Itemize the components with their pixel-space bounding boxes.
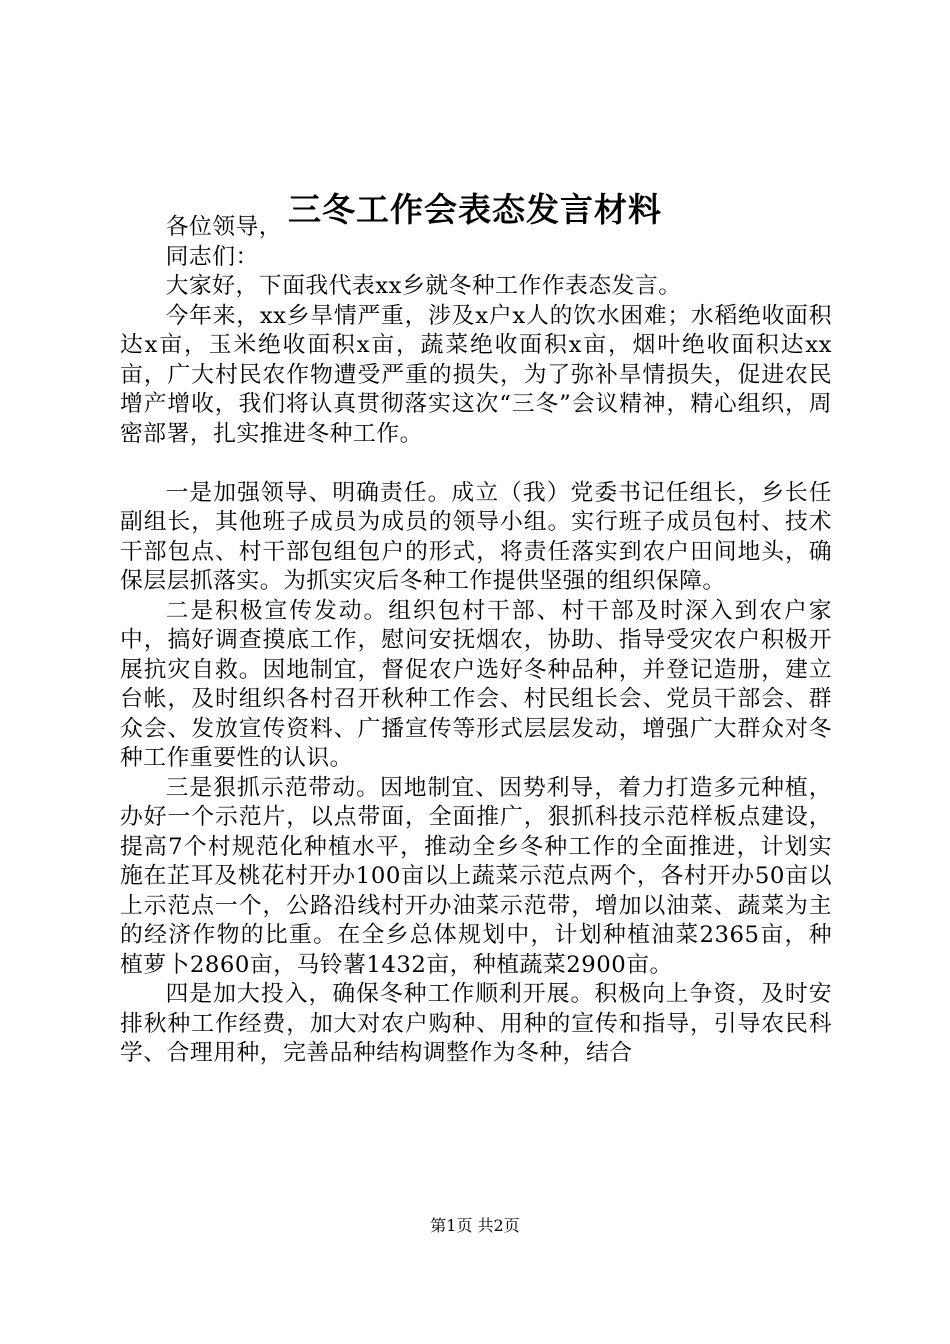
- paragraph-demonstration: 三是狠抓示范带动。因地制宜、因势利导，着力打造多元种植，办好一个示范片，以点带面，全面推广，狠抓科技示范样板点建设，提高7个村规范化种植水平，推动全乡冬种工作的全面推进，计划实施在芷耳及桃花村开办100亩以上蔬菜示范点两个，各村开办50亩以上示范点一个，公路沿线村开办油菜示范带，增加以油菜、蔬菜为主的经济作物的比重。在全乡总体规划中，计划种植油菜2365亩，种植萝卜2860亩，马铃薯1432亩，种植蔬菜2900亩。: [120, 774, 832, 978]
- document-title: 三冬工作会表态发言材料: [288, 190, 662, 229]
- salutation-comrades: 同志们：: [165, 243, 259, 270]
- paragraph-publicity: 二是积极宣传发动。组织包村干部、村干部及时深入到农户家中，搞好调查摸底工作，慰问安抚烟农，协助、指导受灾农户积极开展抗灾自救。因地制宜，督促农户选好冬种品种，并登记造册，建立台帐，及时组织各村召开秋种工作会、村民组长会、党员干部会、群众会、发放宣传资料、广播宣传等形式层层发动，增强广大群众对冬种工作重要性的认识。: [120, 597, 832, 771]
- paragraph-drought-situation: 今年来，xx乡旱情严重，涉及x户x人的饮水困难；水稻绝收面积达x亩，玉米绝收面积x亩，蔬菜绝收面积x亩，烟叶绝收面积达xx亩，广大村民农作物遭受严重的损失，为了弥补旱情损失，促进农民增产增收，我们将认真贯彻落实这次“三冬”会议精神，精心组织，周密部署，扎实推进冬种工作。: [120, 302, 832, 447]
- paragraph-leadership: 一是加强领导、明确责任。成立（我）党委书记任组长，乡长任副组长，其他班子成员为成员的领导小组。实行班子成员包村、技术干部包点、村干部包组包户的形式，将责任落实到农户田间地头，确保层层抓落实。为抓实灾后冬种工作提供坚强的组织保障。: [120, 479, 832, 594]
- page-number: 第1页 共2页: [430, 1216, 520, 1235]
- document-body: [120, 213, 832, 1069]
- salutation-leaders: 各位领导，: [165, 214, 283, 240]
- paragraph-greeting: 大家好，下面我代表xx乡就冬种工作作表态发言。: [165, 273, 682, 299]
- paragraph-investment: 四是加大投入，确保冬种工作顺利开展。积极向上争资，及时安排秋种工作经费，加大对农户购种、用种的宣传和指导，引导农民科学、合理用种，完善品种结构调整作为冬种，结合: [120, 981, 832, 1066]
